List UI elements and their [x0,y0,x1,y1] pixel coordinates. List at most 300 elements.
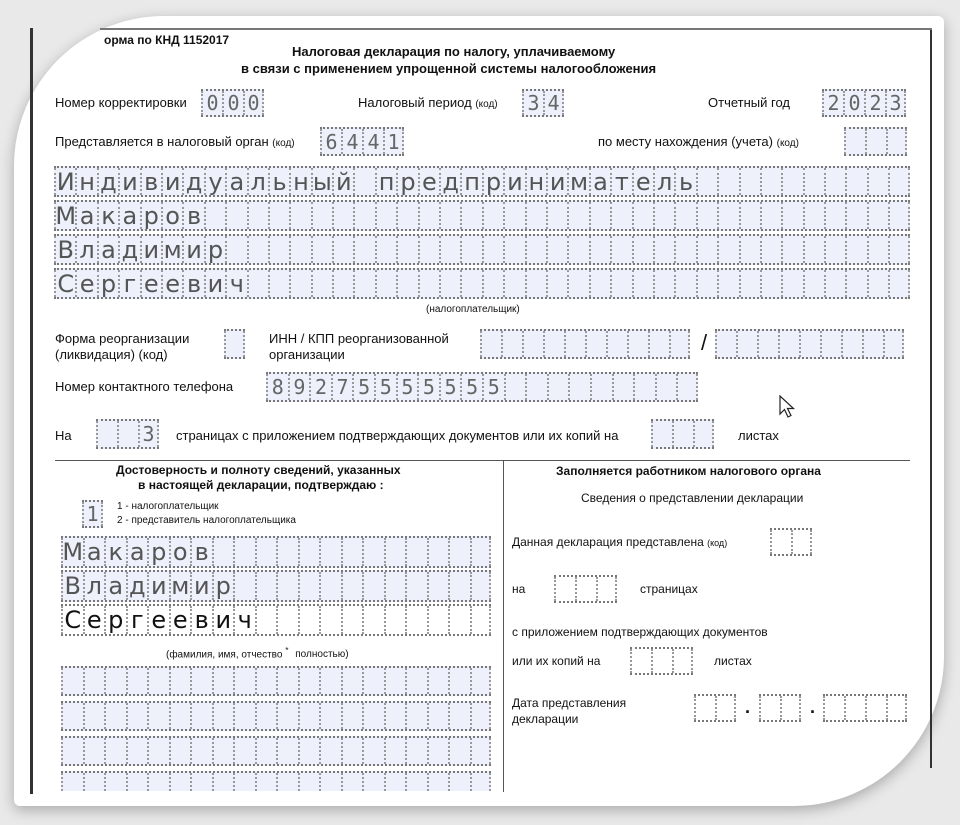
grid-cell [384,572,406,600]
period-label-text: Налоговый период [358,95,472,110]
inn-kpp-separator: / [701,330,708,355]
grid-cell: в [190,538,212,566]
grid-cell [341,668,363,694]
grid-cell [384,703,406,729]
grid-cell [501,331,522,357]
authority-label [55,134,295,149]
date-month-field[interactable] [759,694,801,722]
office-on-label: на [512,582,526,596]
grid-cell [233,538,255,566]
grid-cell [276,668,298,694]
grid-cell [567,202,588,229]
grid-cell: д [97,168,118,195]
grid-cell [655,374,677,400]
grid-cell: 5 [374,374,396,400]
taxpayer-line-3-field[interactable] [54,234,910,265]
confirm-title-1: Достоверность и полноту сведений, указанных [116,463,401,477]
grid-cell [780,696,801,720]
grid-cell [757,331,778,357]
signature-row-1[interactable] [61,666,491,696]
grid-cell: к [97,202,118,229]
grid-cell [233,773,255,791]
grid-cell [61,703,83,729]
grid-cell: 3 [522,91,543,115]
frame-top [100,28,932,30]
grid-cell [61,668,83,694]
grid-cell [169,773,191,791]
grid-cell [590,374,612,400]
confirmer-type-field[interactable] [82,500,103,528]
grid-cell: и [182,236,203,263]
grid-cell [247,270,268,297]
grid-cell: е [147,606,169,634]
grid-cell: 7 [331,374,353,400]
grid-cell [427,703,449,729]
grid-cell [886,696,907,720]
fio-caption [166,645,349,660]
grid-cell [823,696,844,720]
grid-cell [883,331,904,357]
grid-cell [448,703,470,729]
grid-cell: л [75,236,96,263]
grid-cell [717,202,738,229]
grid-cell [653,202,674,229]
grid-cell [674,236,695,263]
grid-cell: д [118,236,139,263]
grid-cell [147,738,169,764]
grid-cell [696,236,717,263]
grid-cell [448,606,470,634]
grid-cell [760,236,781,263]
grid-cell: и [212,606,234,634]
grid-cell [319,572,341,600]
grid-cell: 1 [383,129,404,154]
grid-cell [439,202,460,229]
confirm-title-2: в настоящей декларации, подтверждаю : [138,478,384,492]
grid-cell [384,538,406,566]
grid-cell: 5 [482,374,504,400]
confirm-name-field[interactable] [61,570,491,602]
grid-cell [696,168,717,195]
grid-cell: г [126,606,148,634]
grid-cell [311,202,332,229]
grid-cell: а [104,572,126,600]
grid-cell [470,606,492,634]
grid-cell: 4 [543,91,564,115]
grid-cell [341,538,363,566]
grid-cell [83,703,105,729]
grid-cell: 3 [138,421,159,447]
grid-cell [803,236,824,263]
grid-cell [341,703,363,729]
frame-left [30,28,33,794]
grid-cell [770,530,791,554]
grid-cell: а [97,236,118,263]
grid-cell: р [212,572,234,600]
grid-cell [126,668,148,694]
grid-cell [448,738,470,764]
grid-cell [589,236,610,263]
grid-cell: в [182,202,203,229]
grid-cell [739,236,760,263]
grid-cell: н [75,168,96,195]
grid-cell [845,168,866,195]
grid-cell [696,202,717,229]
grid-cell: в [140,168,161,195]
grid-cell [190,738,212,764]
grid-cell [289,202,310,229]
grid-cell [298,773,320,791]
office-sheets-label: листах [714,654,752,668]
grid-cell [696,270,717,297]
grid-cell [460,202,481,229]
reorg-inn-field[interactable] [480,329,690,359]
grid-cell [233,703,255,729]
grid-cell [717,168,738,195]
grid-cell: 5 [396,374,418,400]
grid-cell [147,773,169,791]
grid-cell [353,270,374,297]
phone-label: Номер контактного телефона [55,379,234,394]
grid-cell [504,374,526,400]
form-knd: орма по КНД 1152017 [104,33,230,47]
grid-cell [799,331,820,357]
grid-cell [104,668,126,694]
grid-cell [247,236,268,263]
grid-cell [255,606,277,634]
grid-cell [147,668,169,694]
grid-cell [396,236,417,263]
grid-cell [298,572,320,600]
grid-cell: р [396,168,417,195]
grid-cell [298,668,320,694]
grid-cell [888,202,909,229]
signature-row-3[interactable] [61,736,491,766]
grid-cell [255,703,277,729]
grid-cell: 9 [288,374,310,400]
grid-cell [482,270,503,297]
grid-cell [255,538,277,566]
grid-cell: С [61,606,83,634]
grid-cell: р [140,202,161,229]
grid-cell [575,577,596,601]
grid-cell [341,773,363,791]
grid-cell: 2 [822,91,843,115]
reorg-form-label-1: Форма реорганизации [55,331,190,346]
grid-cell: 0 [222,91,243,115]
grid-cell [362,773,384,791]
grid-cell [233,738,255,764]
grid-cell [739,270,760,297]
grid-cell: 2 [309,374,331,400]
grid-cell [525,202,546,229]
grid-cell: в [182,270,203,297]
grid-cell: н [525,168,546,195]
year-label: Отчетный год [708,95,790,110]
tax-period-field[interactable] [522,89,564,117]
grid-cell [503,270,524,297]
grid-cell [612,374,634,400]
location-label-text: по месту нахождения (учета) [598,134,773,149]
grid-cell [298,538,320,566]
grid-cell: о [161,202,182,229]
location-code-field[interactable] [844,127,907,156]
grid-cell [448,773,470,791]
date-label-2: декларации [512,712,579,726]
pages-count-field[interactable] [96,419,159,449]
grid-cell [627,331,648,357]
grid-cell [126,738,148,764]
grid-cell: М [55,201,77,230]
grid-cell [867,270,888,297]
grid-cell [554,577,575,601]
grid-cell: д [126,572,148,600]
grid-cell: а [118,202,139,229]
date-label [512,695,626,727]
submitted-label-text: Данная декларация представлена [512,535,704,549]
grid-cell [276,773,298,791]
reorg-form-label-2: (ликвидация) (код) [55,347,168,362]
grid-cell: 5 [439,374,461,400]
reorg-kpp-field[interactable] [715,329,904,359]
grid-cell [147,703,169,729]
grid-cell [332,236,353,263]
grid-cell [632,202,653,229]
grid-cell: л [653,168,674,195]
grid-cell: м [567,168,588,195]
grid-cell [778,331,799,357]
grid-cell [439,236,460,263]
grid-cell [83,773,105,791]
grid-cell [676,374,698,400]
grid-cell [405,606,427,634]
office-attach-label-1: с приложением подтверждающих документов [512,625,768,639]
grid-cell [845,236,866,263]
authority-label-text: Представляется в налоговый орган [55,134,269,149]
grid-cell [568,374,590,400]
grid-cell [717,236,738,263]
period-label [358,95,498,110]
grid-cell: В [61,572,83,600]
grid-cell [405,773,427,791]
grid-cell [117,421,138,447]
grid-cell [888,168,909,195]
grid-cell [480,331,501,357]
grid-cell: 3 [885,91,906,115]
confirm-surname-field[interactable] [61,536,491,568]
grid-cell [439,270,460,297]
grid-cell: л [83,572,105,600]
grid-cell [319,703,341,729]
grid-cell [427,773,449,791]
grid-cell [781,202,802,229]
grid-cell: 0 [243,91,264,115]
grid-cell [888,236,909,263]
grid-cell [418,236,439,263]
grid-cell [255,572,277,600]
grid-cell [736,331,757,357]
grid-cell: е [418,168,439,195]
office-pages-field[interactable] [554,575,617,603]
grid-cell: у [204,168,225,195]
tax-authority-field[interactable] [320,127,404,156]
grid-cell [845,202,866,229]
reorg-form-field[interactable] [224,329,245,359]
grid-cell [396,270,417,297]
grid-cell [781,236,802,263]
grid-cell: а [75,202,96,229]
grid-cell [311,270,332,297]
grid-cell [564,331,585,357]
pages-on-label: На [55,428,72,443]
authority-code-text: (код) [272,138,295,149]
grid-cell [522,331,543,357]
submitted-code-field[interactable] [770,528,812,556]
grid-cell: а [589,168,610,195]
grid-cell [319,738,341,764]
date-separator-1: . [745,697,751,717]
grid-cell [630,649,651,673]
grid-cell [760,202,781,229]
grid-cell: 0 [201,91,222,115]
grid-cell: 4 [341,129,362,154]
grid-cell: г [118,270,139,297]
grid-cell [190,703,212,729]
grid-cell [867,168,888,195]
grid-cell [546,236,567,263]
grid-cell [212,668,234,694]
grid-cell [224,331,245,357]
grid-cell [632,270,653,297]
grid-cell [427,738,449,764]
grid-cell [332,202,353,229]
reorg-inn-label-1: ИНН / КПП реорганизованной [269,331,449,346]
grid-cell [803,202,824,229]
grid-cell [448,538,470,566]
grid-cell: н [289,168,310,195]
grid-cell [375,236,396,263]
grid-cell [126,773,148,791]
grid-cell: ь [674,168,695,195]
grid-cell: 4 [362,129,383,154]
grid-cell [375,202,396,229]
grid-cell [610,202,631,229]
grid-cell [341,606,363,634]
grid-cell [674,202,695,229]
grid-cell [384,606,406,634]
date-day-field[interactable] [694,694,736,722]
grid-cell [225,236,246,263]
office-sheets-field[interactable] [630,647,693,675]
grid-cell: И [54,168,75,195]
grid-cell [470,668,492,694]
grid-cell: и [118,168,139,195]
title-line-2: в связи с применением упрощенной системы налогообложения [241,61,657,76]
signature-row-2[interactable] [61,701,491,731]
grid-cell [268,236,289,263]
office-pages-label: страницах [640,582,698,596]
grid-cell [651,421,672,447]
correction-label: Номер корректировки [55,95,187,110]
grid-cell [470,572,492,600]
grid-cell [362,538,384,566]
grid-cell [470,738,492,764]
grid-cell: 5 [417,374,439,400]
grid-cell [844,696,865,720]
grid-cell [448,572,470,600]
grid-cell [865,129,886,154]
phone-field[interactable] [266,372,698,402]
grid-cell [362,668,384,694]
grid-cell: 2 [864,91,885,115]
grid-cell [841,331,862,357]
office-attach-label-2: или их копий на [512,654,601,668]
grid-cell [104,738,126,764]
grid-cell [585,331,606,357]
column-divider [503,460,504,792]
grid-cell [289,236,310,263]
grid-cell [332,270,353,297]
grid-cell [606,331,627,357]
grid-cell [298,738,320,764]
grid-cell: р [482,168,503,195]
grid-cell: 5 [460,374,482,400]
option-representative: 2 - представитель налогоплательщика [117,515,296,526]
grid-cell [169,703,191,729]
grid-cell: 0 [843,91,864,115]
tax-office-title: Заполняется работником налогового органа [556,464,821,478]
taxpayer-line-1-field[interactable] [54,166,910,197]
grid-cell [669,331,690,357]
grid-cell [61,773,83,791]
date-year-field[interactable] [823,694,907,722]
grid-cell: и [190,572,212,600]
grid-cell [204,202,225,229]
grid-cell: р [97,270,118,297]
taxpayer-line-2-field[interactable] [54,200,910,231]
grid-cell [268,202,289,229]
grid-cell [845,270,866,297]
grid-cell [83,668,105,694]
grid-cell [190,668,212,694]
grid-cell [405,538,427,566]
sheets-count-field[interactable] [651,419,714,449]
fio-caption-1: (фамилия, имя, отчество [166,649,283,661]
period-code-text: (код) [475,99,498,110]
submitted-label [512,535,727,549]
grid-cell: к [104,538,126,566]
grid-cell [715,331,736,357]
grid-cell [384,738,406,764]
grid-cell: а [83,538,105,566]
report-year-field[interactable] [822,89,906,117]
correction-number-field[interactable] [201,89,264,117]
grid-cell [319,773,341,791]
signature-row-4[interactable] [61,771,491,791]
grid-cell: а [225,168,246,195]
grid-cell [341,738,363,764]
mouse-cursor-icon [779,395,797,419]
grid-cell [353,236,374,263]
grid-cell [791,530,812,554]
grid-cell [289,270,310,297]
grid-cell [589,202,610,229]
grid-cell [648,331,669,357]
taxpayer-line-4-field[interactable] [54,268,910,299]
confirm-patronymic-field[interactable] [61,604,491,636]
grid-cell [418,270,439,297]
grid-cell [482,202,503,229]
